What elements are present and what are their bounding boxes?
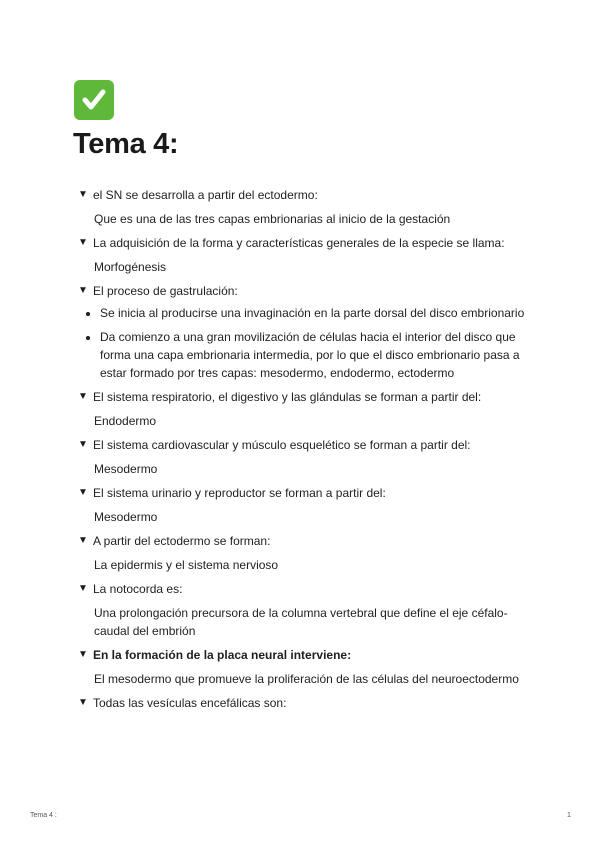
toggle-question: A partir del ectodermo se forman: [93, 534, 271, 548]
check-mark-button-icon [74, 80, 114, 120]
toggle-arrow-down-icon[interactable]: ▼ [78, 535, 88, 546]
toggle-arrow-down-icon[interactable]: ▼ [78, 697, 88, 708]
toggle-block[interactable] [78, 532, 538, 574]
toggle-arrow-down-icon[interactable]: ▼ [78, 189, 88, 200]
toggle-block[interactable] [78, 436, 538, 478]
toggle-arrow-down-icon[interactable]: ▼ [78, 487, 88, 498]
bullet-list [78, 304, 538, 382]
toggle-arrow-down-icon[interactable]: ▼ [78, 583, 88, 594]
toggle-question: Todas las vesículas encefálicas son: [93, 696, 287, 710]
toggle-question: el SN se desarrolla a partir del ectodermo: [93, 188, 318, 202]
toggle-block[interactable] [78, 234, 538, 276]
toggle-question: La notocorda es: [93, 582, 183, 596]
toggle-block[interactable] [78, 646, 538, 688]
toggle-answer: Una prolongación precursora de la columna vertebral que define el eje céfalo-caudal del embrión [94, 606, 508, 638]
toggle-answer: Mesodermo [94, 462, 158, 476]
list-item: • Da comienzo a una gran movilización de células hacia el interior del disco que forma una capa embrionaria intermedia, por lo que el disco embrionario pasa a estar formado por tres capas: mesodermo, endodermo, ectodermo [100, 328, 538, 382]
toggle-answer: Morfogénesis [94, 260, 167, 274]
toggle-block[interactable] [78, 282, 538, 382]
list-item: • Se inicia al producirse una invaginación en la parte dorsal del disco embrionario [100, 304, 538, 322]
page-title: Tema 4: [73, 128, 179, 160]
toggle-block[interactable] [78, 484, 538, 526]
page-number: 1 [567, 812, 571, 819]
toggle-arrow-down-icon[interactable]: ▼ [78, 439, 88, 450]
toggle-question: El proceso de gastrulación: [93, 284, 238, 298]
toggle-question: La adquisición de la forma y características generales de la especie se llama: [93, 236, 505, 250]
toggle-list [78, 186, 538, 716]
toggle-question: El sistema urinario y reproductor se forman a partir del: [93, 486, 386, 500]
toggle-arrow-down-icon[interactable]: ▼ [78, 285, 88, 296]
toggle-answer: Que es una de las tres capas embrionarias al inicio de la gestación [94, 212, 451, 226]
toggle-block[interactable] [78, 580, 538, 640]
footer-title: Tema 4 : [30, 812, 57, 819]
toggle-answer: Endodermo [94, 414, 157, 428]
toggle-arrow-down-icon[interactable]: ▼ [78, 649, 88, 660]
toggle-arrow-down-icon[interactable]: ▼ [78, 391, 88, 402]
toggle-question: El sistema respiratorio, el digestivo y las glándulas se forman a partir del: [93, 390, 482, 404]
toggle-block[interactable] [78, 186, 538, 228]
toggle-answer: La epidermis y el sistema nervioso [94, 558, 279, 572]
toggle-question: El sistema cardiovascular y músculo esquelético se forman a partir del: [93, 438, 471, 452]
toggle-answer: El mesodermo que promueve la proliferación de las células del neuroectodermo [94, 672, 519, 686]
toggle-block[interactable] [78, 694, 538, 712]
toggle-answer: Mesodermo [94, 510, 158, 524]
toggle-arrow-down-icon[interactable]: ▼ [78, 237, 88, 248]
toggle-question: En la formación de la placa neural interviene: [93, 648, 352, 662]
toggle-block[interactable] [78, 388, 538, 430]
